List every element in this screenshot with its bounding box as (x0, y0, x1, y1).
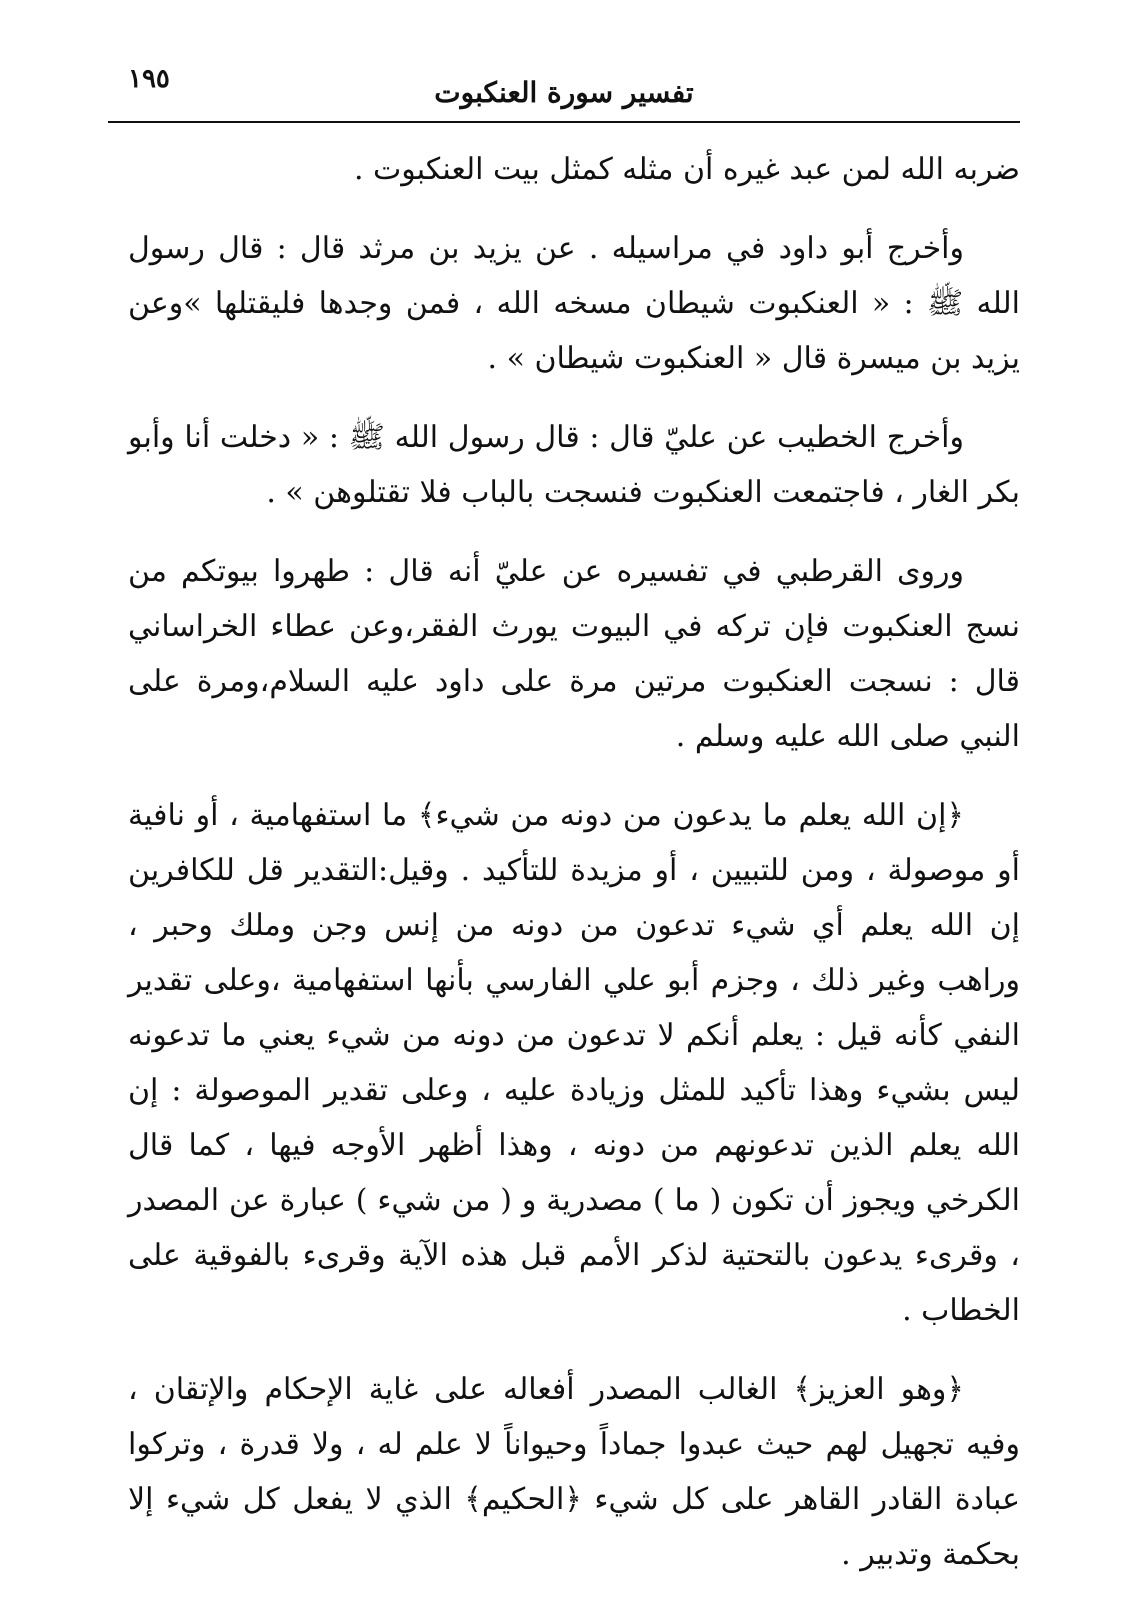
paragraph-1: ضربه الله لمن عبد غيره أن مثله كمثل بيت العنكبوت . (353, 152, 1020, 187)
paragraph-2: وأخرج أبو داود في مراسيله . عن يزيد بن مرثد قال : قال رسول الله ﷺ : « العنكبوت شيطان مسخه الله ، فمن وجدها فليقتلها »وعن يزيد بن ميسرة قال « العنكبوت شيطان » . (128, 231, 1020, 376)
running-title: تفسير سورة العنكبوت (434, 76, 694, 109)
header-divider (108, 121, 1020, 123)
page-number: ١٩٥ (128, 64, 170, 94)
paragraph-6: ﴿وهو العزيز﴾ الغالب المصدر أفعاله على غاية الإحكام والإتقان ، وفيه تجهيل لهم حيث عبدوا جماداً وحيواناً لا علم له ، ولا قدرة ، وتركوا عبادة القادر القاهر على كل شيء ﴿الحكيم﴾ الذي لا يفعل كل شيء إلا بحكمة وتدبير . (128, 1372, 1020, 1572)
paragraph-4: وروى القرطبي في تفسيره عن عليّ أنه قال : طهروا بيوتكم من نسج العنكبوت فإن تركه في البيوت يورث الفقر،وعن عطاء الخراساني قال : نسجت العنكبوت مرتين مرة على داود عليه السلام،ومرة على النبي صلى الله عليه وسلم . (128, 554, 1020, 754)
page-header (108, 58, 1020, 120)
paragraph-5: ﴿إن الله يعلم ما يدعون من دونه من شيء﴾ ما استفهامية ، أو نافية أو موصولة ، ومن للتبيين ، أو مزيدة للتأكيد . وقيل:التقدير قل للكافرين إن الله يعلم أي شيء تدعون من دونه من إنس وجن وملك وحبر ، وراهب وغير ذلك ، وجزم أبو علي الفارسي بأنها استفهامية ،وعلى تقدير النفي كأنه قيل : يعلم أنكم لا تدعون من دونه من شيء يعني ما تدعونه ليس بشيء وهذا تأكيد للمثل وزيادة عليه ، وعلى تقدير الموصولة : إن الله يعلم الذين تدعونهم من دونه ، وهذا أظهر الأوجه فيها ، كما قال الكرخي ويجوز أن تكون ( ما ) مصدرية و ( من شيء ) عبارة عن المصدر ، وقرىء يدعون بالتحتية لذكر الأمم قبل هذه الآية وقرىء بالفوقية على الخطاب . (128, 798, 1020, 1328)
paragraph-3: وأخرج الخطيب عن عليّ قال : قال رسول الله ﷺ : « دخلت أنا وأبو بكر الغار ، فاجتمعت العنكبوت فنسجت بالباب فلا تقتلوهن » . (128, 420, 1020, 510)
body-text (128, 142, 1020, 1606)
